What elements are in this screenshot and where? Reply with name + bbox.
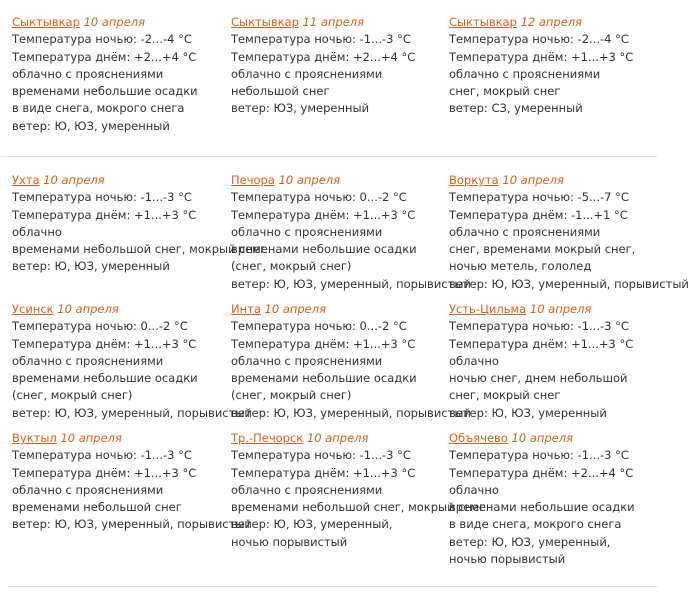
- precipitation: временами небольшой снег: [12, 500, 182, 515]
- wind: ветер: СЗ, умеренный: [449, 101, 583, 116]
- night-temperature: Температура ночью: -1...-3 °C: [449, 319, 629, 334]
- precipitation: ночью снег, днем небольшой снег, мокрый снег: [449, 371, 628, 403]
- day-temperature: Температура днём: +2...+4 °C: [449, 465, 634, 480]
- precipitation: временами небольшой снег, мокрый снег: [12, 242, 267, 257]
- night-temperature: Температура ночью: -1...-3 °C: [12, 448, 192, 463]
- night-temperature: Температура ночью: 0...-2 °C: [231, 319, 407, 334]
- edge-line: [0, 156, 8, 157]
- day-temperature: Температура днём: +1...+3 °C: [231, 336, 416, 351]
- forecast-card-syktyvkar-day3: [449, 14, 664, 118]
- city-link[interactable]: Объячево: [449, 431, 508, 445]
- forecast-card-vorkuta: [449, 172, 689, 293]
- wind: ветер: Ю, ЮЗ, умеренный, ночью порывистый: [449, 534, 611, 567]
- cloud-condition: облачно с прояснениями: [12, 353, 164, 368]
- bottom-divider: [8, 586, 657, 587]
- city-link[interactable]: Усинск: [12, 302, 54, 316]
- forecast-date: 10 апреля: [57, 302, 119, 316]
- night-temperature: Температура ночью: -1...-3 °C: [231, 448, 411, 463]
- night-temperature: Температура ночью: -1...-3 °C: [449, 448, 629, 463]
- forecast-date: 10 апреля: [83, 15, 146, 29]
- wind: ветер: Ю, ЮЗ, умеренный, порывистый: [12, 405, 252, 420]
- precipitation: временами небольшие осадки (снег, мокрый снег): [231, 242, 417, 274]
- day-temperature: Температура днём: +2...+4 °C: [12, 49, 197, 64]
- precipitation: временами небольшие осадки в виде снега, мокрого снега: [449, 500, 635, 532]
- forecast-date: 10 апреля: [264, 302, 327, 316]
- forecast-card-ust-tsilma: [449, 301, 664, 422]
- section-divider: [8, 156, 657, 157]
- precipitation: снег, мокрый снег: [449, 84, 561, 99]
- city-link[interactable]: Печора: [231, 173, 275, 187]
- wind: ветер: Ю, ЮЗ, умеренный: [12, 259, 170, 274]
- precipitation: временами небольшие осадки (снег, мокрый снег): [12, 371, 198, 403]
- city-link[interactable]: Инта: [231, 302, 261, 316]
- day-temperature: Температура днём: +1...+3 °C: [12, 207, 197, 222]
- night-temperature: Температура ночью: 0...-2 °C: [231, 190, 407, 205]
- wind: ветер: Ю, ЮЗ, умеренный, порывистый: [231, 405, 471, 420]
- cloud-condition: облачно с прояснениями: [449, 224, 601, 239]
- day-temperature: Температура днём: +1...+3 °C: [449, 336, 634, 351]
- city-link[interactable]: Усть-Цильма: [449, 302, 527, 316]
- precipitation: временами небольшие осадки в виде снега, мокрого снега: [12, 84, 198, 116]
- forecast-card-syktyvkar-day2: [231, 14, 446, 118]
- precipitation: временами небольшой снег, мокрый снег: [231, 500, 486, 515]
- wind: ветер: Ю, ЮЗ, умеренный, ночью порывистый: [231, 517, 393, 549]
- forecast-date: 10 апреля: [43, 173, 105, 187]
- forecast-date: 10 апреля: [529, 302, 592, 316]
- forecast-date: 11 апреля: [302, 15, 365, 29]
- night-temperature: Температура ночью: -5...-7 °C: [449, 190, 629, 205]
- day-temperature: Температура днём: +2...+4 °C: [231, 49, 416, 64]
- forecast-date: 10 апреля: [60, 431, 122, 445]
- wind: ветер: Ю, ЮЗ, умеренный, порывистый: [12, 517, 252, 532]
- forecast-card-obyachevo: [449, 430, 664, 568]
- city-link[interactable]: Сыктывкар: [231, 15, 299, 29]
- cloud-condition: облачно: [449, 482, 499, 497]
- forecast-card-vuktyl: [12, 430, 252, 534]
- forecast-card-syktyvkar-day1: [12, 14, 227, 135]
- cloud-condition: облачно с прояснениями: [231, 353, 383, 368]
- wind: ветер: ЮЗ, умеренный: [231, 101, 370, 116]
- forecast-card-inta: [231, 301, 471, 422]
- cloud-condition: облачно: [12, 224, 62, 239]
- day-temperature: Температура днём: +1...+3 °C: [449, 49, 634, 64]
- city-link[interactable]: Сыктывкар: [449, 15, 517, 29]
- wind: ветер: Ю, ЮЗ, умеренный, порывистый: [449, 276, 689, 291]
- day-temperature: Температура днём: +1...+3 °C: [231, 465, 416, 480]
- cloud-condition: облачно: [449, 353, 499, 368]
- precipitation: снег, временами мокрый снег, ночью метель, гололед: [449, 242, 636, 274]
- precipitation: временами небольшие осадки (снег, мокрый снег): [231, 371, 417, 403]
- forecast-date: 12 апреля: [520, 15, 583, 29]
- night-temperature: Температура ночью: -1...-3 °C: [231, 32, 411, 47]
- cloud-condition: облачно с прояснениями: [231, 66, 383, 81]
- day-temperature: Температура днём: -1...+1 °C: [449, 207, 628, 222]
- day-temperature: Температура днём: +1...+3 °C: [231, 207, 416, 222]
- city-link[interactable]: Ухта: [12, 173, 40, 187]
- night-temperature: Температура ночью: 0...-2 °C: [12, 319, 188, 334]
- cloud-condition: облачно с прояснениями: [231, 482, 383, 497]
- night-temperature: Температура ночью: -2...-4 °C: [12, 32, 192, 47]
- city-link[interactable]: Вуктыл: [12, 431, 57, 445]
- night-temperature: Температура ночью: -1...-3 °C: [12, 190, 192, 205]
- precipitation: небольшой снег: [231, 84, 330, 99]
- forecast-date: 10 апреля: [502, 173, 564, 187]
- forecast-date: 10 апреля: [511, 431, 574, 445]
- cloud-condition: облачно с прояснениями: [231, 224, 383, 239]
- cloud-condition: облачно с прояснениями: [12, 482, 164, 497]
- cloud-condition: облачно с прояснениями: [449, 66, 601, 81]
- cloud-condition: облачно с прояснениями: [12, 66, 164, 81]
- day-temperature: Температура днём: +1...+3 °C: [12, 336, 197, 351]
- city-link[interactable]: Воркута: [449, 173, 499, 187]
- wind: ветер: Ю, ЮЗ, умеренный: [449, 405, 607, 420]
- forecast-date: 10 апреля: [278, 173, 341, 187]
- city-link[interactable]: Сыктывкар: [12, 15, 80, 29]
- forecast-date: 10 апреля: [306, 431, 369, 445]
- day-temperature: Температура днём: +1...+3 °C: [12, 465, 197, 480]
- wind: ветер: Ю, ЮЗ, умеренный: [12, 118, 170, 133]
- night-temperature: Температура ночью: -2...-4 °C: [449, 32, 629, 47]
- wind: ветер: Ю, ЮЗ, умеренный, порывистый: [231, 276, 471, 291]
- forecast-card-pechora: [231, 172, 471, 293]
- city-link[interactable]: Тр.-Печорск: [231, 431, 304, 445]
